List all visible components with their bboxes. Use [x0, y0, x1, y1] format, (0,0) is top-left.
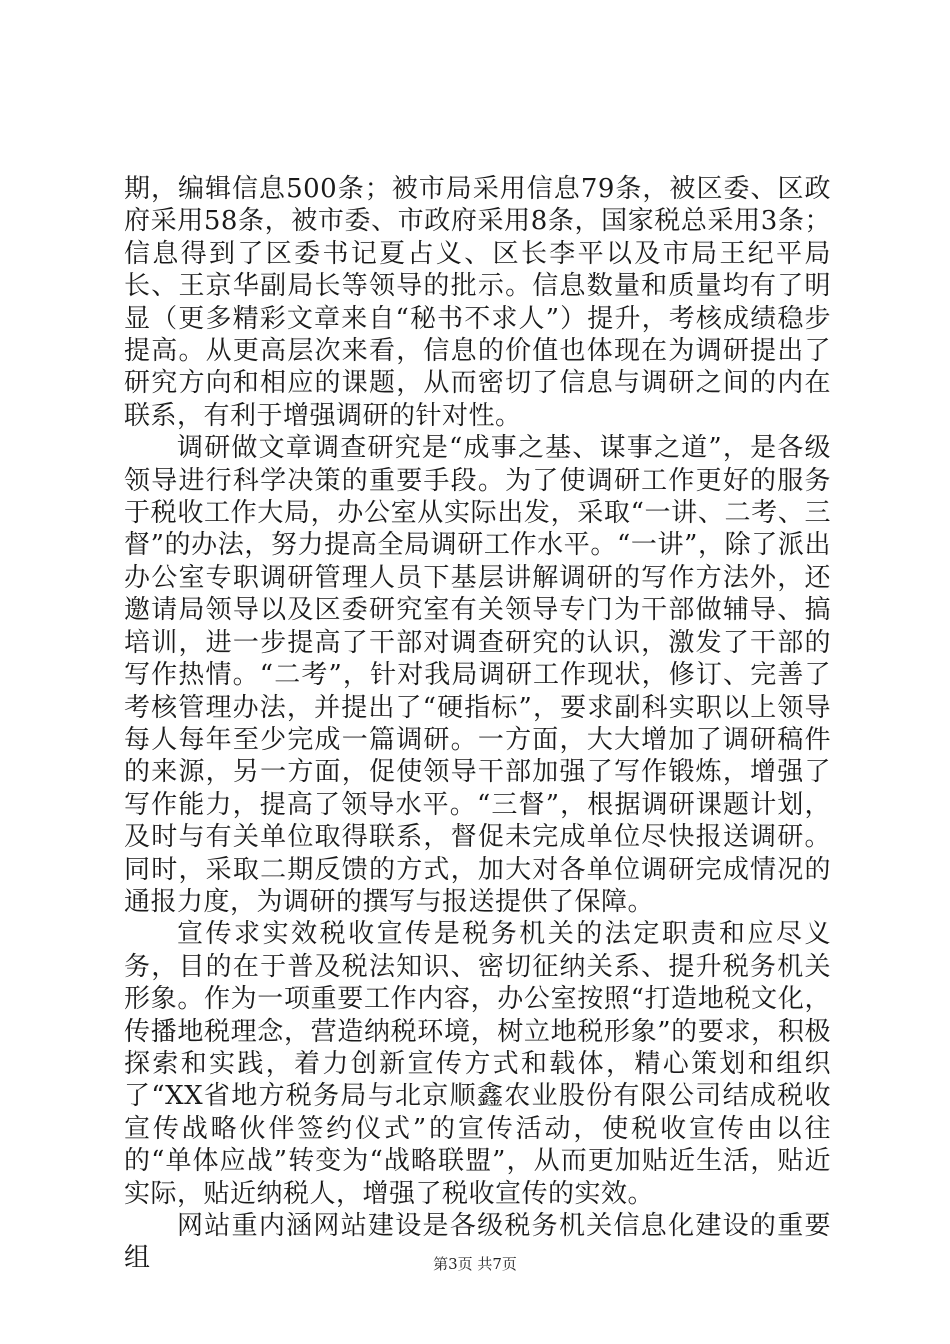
- document-body: [124, 173, 831, 1275]
- page-number-footer: 第3页 共7页: [433, 1255, 517, 1273]
- paragraph-research-work: 调研做文章调查研究是“成事之基、谋事之道”，是各级领导进行科学决策的重要手段。为了使调研工作更好的服务于税收工作大局，办公室从实际出发，采取“一讲、二考、三督”的办法，努力提高全局调研工作水平。“一讲”，除了派出办公室专职调研管理人员下基层讲解调研的写作方法外，还邀请局领导以及区委研究室有关领导专门为干部做辅导、搞培训，进一步提高了干部对调查研究的认识，激发了干部的写作热情。“二考”，针对我局调研工作现状，修订、完善了考核管理办法，并提出了“硬指标”，要求副科实职以上领导每人每年至少完成一篇调研。一方面，大大增加了调研稿件的来源，另一方面，促使领导干部加强了写作锻炼，增强了写作能力，提高了领导水平。“三督”，根据调研课题计划，及时与有关单位取得联系，督促未完成单位尽快报送调研。同时，采取二期反馈的方式，加大对各单位调研完成情况的通报力度，为调研的撰写与报送提供了保障。: [124, 433, 831, 917]
- paragraph-website-work: 网站重内涵网站建设是各级税务机关信息化建设的重要组: [124, 1211, 831, 1274]
- paragraph-information-work: 期，编辑信息500条；被市局采用信息79条，被区委、区政府采用58条，被市委、市政府采用8条，国家税总采用3条；信息得到了区委书记夏占义、区长李平以及市局王纪平局长、王京华副局长等领导的批示。信息数量和质量均有了明显（更多精彩文章来自“秘书不求人”）提升，考核成绩稳步提高。从更高层次来看，信息的价值也体现在为调研提出了研究方向和相应的课题，从而密切了信息与调研之间的内在联系，有利于增强调研的针对性。: [124, 174, 831, 431]
- paragraph-publicity-work: 宣传求实效税收宣传是税务机关的法定职责和应尽义务，目的在于普及税法知识、密切征纳关系、提升税务机关形象。作为一项重要工作内容，办公室按照“打造地税文化，传播地税理念，营造纳税环境，树立地税形象”的要求，积极探索和实践，着力创新宣传方式和载体，精心策划和组织了“XX省地方税务局与北京顺鑫农业股份有限公司结成税收宣传战略伙伴签约仪式”的宣传活动，使税收宣传由以往的“单体应战”转变为“战略联盟”，从而更加贴近生活，贴近实际，贴近纳税人，增强了税收宣传的实效。: [124, 919, 831, 1209]
